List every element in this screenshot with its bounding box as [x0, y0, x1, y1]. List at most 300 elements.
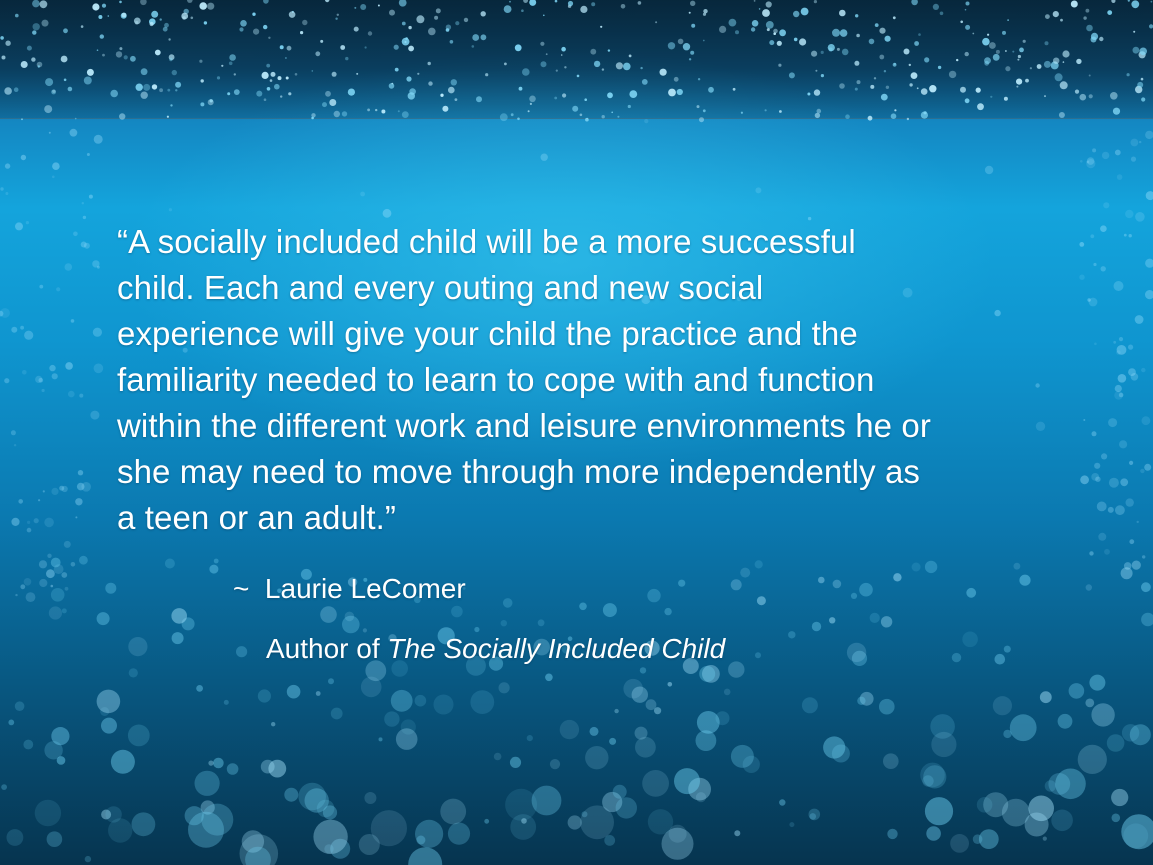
sparkle-dot: [1093, 263, 1096, 266]
sparkle-dot: [1099, 37, 1103, 41]
sparkle-dot: [1139, 141, 1141, 143]
sparkle-dot: [428, 28, 436, 36]
sparkle-dot: [61, 572, 67, 578]
sparkle-dot: [97, 266, 100, 269]
sparkle-dot: [49, 365, 55, 371]
sparkle-dot: [731, 579, 742, 590]
sparkle-dot: [1086, 584, 1092, 590]
sparkle-dot: [857, 80, 861, 84]
sparkle-dot: [893, 16, 896, 19]
sparkle-dot: [313, 820, 347, 854]
sparkle-dot: [1104, 549, 1110, 555]
sparkle-dot: [102, 4, 106, 8]
sparkle-dot: [501, 620, 507, 626]
sparkle-dot: [434, 16, 438, 20]
sparkle-dot: [83, 216, 86, 219]
sparkle-dot: [1111, 0, 1115, 3]
sparkle-dot: [172, 632, 184, 644]
sparkle-dot: [169, 58, 172, 61]
sparkle-dot: [1004, 646, 1011, 653]
sparkle-dot: [295, 73, 298, 76]
sparkle-dot: [446, 25, 451, 30]
sparkle-dot: [1129, 539, 1134, 544]
sparkle-dot: [689, 12, 691, 14]
sparkle-dot: [543, 15, 545, 17]
sparkle-dot: [191, 17, 194, 20]
sparkle-dot: [367, 109, 370, 112]
sparkle-dot: [1019, 48, 1024, 53]
sparkle-dot: [584, 98, 587, 101]
sparkle-dot: [515, 44, 522, 51]
sparkle-dot: [1119, 337, 1123, 341]
sparkle-dot: [15, 701, 25, 711]
sparkle-dot: [94, 135, 103, 144]
sparkle-dot: [472, 45, 475, 48]
sparkle-dot: [164, 23, 169, 28]
sparkle-dot: [312, 70, 314, 72]
sparkle-dot: [840, 29, 848, 37]
sparkle-dot: [217, 76, 220, 79]
sparkle-dot: [1003, 730, 1011, 738]
sparkle-dot: [52, 373, 58, 379]
sparkle-dot: [1097, 502, 1107, 512]
sparkle-dot: [1083, 419, 1085, 421]
sparkle-dot: [1145, 259, 1153, 268]
sparkle-dot: [316, 691, 321, 696]
sparkle-dot: [499, 682, 510, 693]
sparkle-dot: [481, 34, 487, 40]
sparkle-dot: [965, 9, 967, 11]
sparkle-dot: [1045, 41, 1049, 45]
sparkle-dot: [884, 70, 886, 72]
sparkle-dot: [39, 579, 47, 587]
sparkle-dot: [993, 696, 1012, 715]
sparkle-dot: [628, 105, 631, 108]
sparkle-dot: [167, 89, 170, 92]
sparkle-dot: [172, 70, 177, 75]
sparkle-dot: [1080, 94, 1087, 101]
sparkle-dot: [93, 328, 102, 337]
sparkle-dot: [818, 577, 825, 584]
sparkle-dot: [384, 711, 399, 726]
sparkle-dot: [71, 319, 75, 323]
sparkle-dot: [101, 718, 117, 734]
sparkle-dot: [845, 114, 850, 119]
sparkle-dot: [266, 64, 270, 68]
sparkle-dot: [1069, 683, 1085, 699]
sparkle-dot: [1004, 97, 1008, 101]
sparkle-dot: [151, 11, 158, 18]
sparkle-dot: [855, 88, 858, 91]
sparkle-dot: [996, 50, 1000, 54]
sparkle-dot: [603, 603, 617, 617]
sparkle-dot: [167, 116, 169, 118]
sparkle-dot: [976, 88, 981, 93]
sparkle-dot: [911, 72, 918, 79]
sparkle-dot: [724, 689, 731, 696]
sparkle-dot: [751, 27, 755, 31]
sparkle-dot: [389, 10, 395, 16]
sparkle-dot: [1119, 440, 1127, 448]
sparkle-dot: [300, 31, 303, 34]
sparkle-dot: [814, 89, 820, 95]
sparkle-dot: [728, 661, 744, 677]
sparkle-dot: [752, 20, 759, 27]
sparkle-dot: [187, 0, 193, 3]
sparkle-dot: [1129, 461, 1133, 465]
sparkle-dot: [504, 5, 512, 13]
sparkle-dot: [470, 690, 494, 714]
sparkle-dot: [263, 0, 269, 4]
sparkle-dot: [733, 88, 736, 91]
sparkle-dot: [1025, 813, 1049, 837]
sparkle-dot: [773, 29, 778, 34]
sparkle-dot: [165, 559, 175, 569]
sparkle-dot: [754, 0, 756, 2]
sparkle-dot: [1121, 567, 1133, 579]
sparkle-dot: [65, 362, 73, 370]
sparkle-dot: [134, 18, 141, 25]
sparkle-dot: [63, 28, 68, 33]
sparkle-dot: [815, 70, 817, 72]
sparkle-dot: [925, 561, 937, 573]
sparkle-dot: [965, 52, 969, 56]
sparkle-dot: [8, 720, 14, 726]
sparkle-dot: [629, 55, 632, 58]
sparkle-dot: [962, 632, 978, 648]
sparkle-dot: [263, 25, 267, 29]
sparkle-dot: [1086, 159, 1095, 168]
sparkle-dot: [616, 62, 623, 69]
sparkle-dot: [674, 77, 679, 82]
sparkle-dot: [891, 113, 897, 119]
sparkle-dot: [564, 66, 566, 68]
sparkle-dot: [329, 99, 336, 106]
sparkle-dot: [1139, 48, 1147, 56]
sparkle-dot: [51, 585, 54, 588]
sparkle-dot: [124, 55, 128, 59]
sparkle-dot: [869, 39, 875, 45]
sparkle-dot: [360, 192, 365, 197]
sparkle-dot: [234, 73, 236, 75]
sparkle-dot: [0, 308, 10, 318]
sparkle-dot: [396, 728, 418, 750]
sparkle-dot: [703, 9, 707, 13]
sparkle-dot: [1092, 431, 1097, 436]
sparkle-dot: [73, 232, 78, 237]
sparkle-dot: [811, 51, 817, 57]
sparkle-dot: [1101, 266, 1106, 271]
sparkle-dot: [987, 34, 989, 36]
sparkle-dot: [140, 0, 147, 5]
sparkle-dot: [532, 786, 562, 816]
sparkle-dot: [1124, 234, 1127, 237]
sparkle-dot: [977, 797, 993, 813]
sparkle-dot: [375, 109, 377, 111]
sparkle-dot: [1079, 275, 1084, 280]
sparkle-dot: [408, 92, 415, 99]
sparkle-dot: [311, 117, 314, 120]
sparkle-dot: [870, 85, 874, 89]
sparkle-dot: [105, 583, 116, 594]
sparkle-dot: [517, 118, 520, 121]
sparkle-dot: [883, 753, 899, 769]
sparkle-dot: [408, 847, 442, 865]
sparkle-dot: [789, 72, 795, 78]
sparkle-dot: [451, 606, 463, 618]
sparkle-dot: [608, 49, 610, 51]
sparkle-dot: [1115, 150, 1121, 156]
sparkle-dot: [199, 60, 202, 63]
sparkle-dot: [1037, 64, 1042, 69]
sparkle-dot: [799, 38, 806, 45]
sparkle-dot: [182, 16, 186, 20]
sparkle-dot: [267, 87, 271, 91]
sparkle-dot: [821, 51, 824, 54]
sparkle-dot: [33, 23, 40, 30]
sparkle-dot: [1117, 174, 1123, 180]
sparkle-dot: [408, 46, 414, 52]
sparkle-dot: [287, 46, 292, 51]
author-prefix: Author of: [266, 633, 380, 664]
sparkle-dot: [716, 711, 730, 725]
sparkle-dot: [1100, 225, 1107, 232]
sparkle-dot: [394, 45, 399, 50]
sparkle-dot: [264, 98, 267, 101]
sparkle-dot: [11, 430, 16, 435]
sparkle-dot: [807, 93, 810, 96]
sparkle-dot: [689, 58, 691, 60]
sparkle-dot: [240, 20, 247, 27]
sparkle-dot: [767, 28, 770, 31]
sparkle-dot: [755, 560, 763, 568]
sparkle-dot: [731, 745, 754, 768]
sparkle-dot: [79, 394, 83, 398]
sparkle-dot: [0, 36, 4, 40]
sparkle-dot: [64, 79, 67, 82]
sparkle-dot: [258, 689, 271, 702]
sparkle-dot: [854, 61, 859, 66]
sparkle-dot: [1151, 1, 1153, 3]
sparkle-dot: [141, 68, 148, 75]
sparkle-dot: [1126, 498, 1134, 506]
sparkle-dot: [111, 750, 135, 774]
sparkle-dot: [995, 654, 1006, 665]
sparkle-dot: [1114, 391, 1123, 400]
sparkle-dot: [342, 111, 347, 116]
sparkle-dot: [152, 84, 157, 89]
sparkle-dot: [77, 483, 85, 491]
sparkle-dot: [119, 47, 122, 50]
sparkle-dot: [1131, 373, 1139, 381]
sparkle-dot: [1090, 234, 1094, 238]
sparkle-dot: [817, 109, 822, 114]
sparkle-dot: [1098, 533, 1106, 541]
sparkle-dot: [68, 391, 75, 398]
sparkle-dot: [1145, 290, 1153, 299]
sparkle-dot: [464, 18, 468, 22]
sparkle-dot: [847, 643, 866, 662]
sparkle-dot: [35, 376, 42, 383]
sparkle-dot: [561, 47, 566, 52]
sparkle-dot: [1144, 464, 1151, 471]
sparkle-dot: [950, 834, 969, 853]
sparkle-dot: [81, 25, 84, 28]
sparkle-dot: [15, 594, 17, 596]
sparkle-dot: [90, 411, 99, 420]
sparkle-dot: [933, 4, 939, 10]
sparkle-dot: [1142, 416, 1151, 425]
sparkle-dot: [26, 592, 36, 602]
sparkle-dot: [455, 98, 458, 101]
sparkle-dot: [389, 83, 395, 89]
sparkle-dot: [284, 788, 298, 802]
sparkle-dot: [801, 8, 809, 16]
sparkle-dot: [984, 61, 989, 66]
sparkle-dot: [335, 18, 337, 20]
sparkle-dot: [966, 588, 976, 598]
sparkle-dot: [1051, 810, 1073, 832]
sparkle-dot: [870, 613, 880, 623]
sparkle-dot: [842, 49, 849, 56]
sparkle-dot: [952, 653, 961, 662]
sparkle-dot: [32, 30, 36, 34]
sparkle-dot: [638, 1, 642, 5]
sparkle-dot: [1101, 453, 1107, 459]
sparkle-dot: [395, 68, 399, 72]
sparkle-dot: [1102, 152, 1109, 159]
sparkle-dot: [252, 13, 255, 16]
sparkle-dot: [417, 73, 419, 75]
sparkle-dot: [11, 518, 19, 526]
sparkle-dot: [762, 9, 770, 17]
sparkle-dot: [24, 578, 32, 586]
sparkle-dot: [757, 596, 766, 605]
sparkle-dot: [169, 208, 172, 211]
sparkle-dot: [1060, 19, 1063, 22]
sparkle-dot: [642, 770, 669, 797]
sparkle-dot: [1075, 90, 1079, 94]
tilde-mark: ~: [233, 573, 250, 604]
sparkle-dot: [1108, 507, 1114, 513]
sparkle-dot: [1019, 575, 1030, 586]
sparkle-dot: [1118, 374, 1127, 383]
sparkle-dot: [485, 73, 488, 76]
sparkle-dot: [52, 162, 60, 170]
sparkle-dot: [201, 804, 233, 836]
sparkle-dot: [668, 89, 676, 97]
sparkle-dot: [755, 187, 761, 193]
sparkle-dot: [5, 163, 10, 168]
sparkle-dot: [703, 40, 705, 42]
sparkle-dot: [381, 110, 385, 114]
sparkle-dot: [1055, 73, 1063, 81]
sparkle-dot: [1023, 40, 1026, 43]
sparkle-dot: [20, 584, 25, 589]
sparkle-dot: [568, 1, 573, 6]
sparkle-dot: [623, 679, 643, 699]
sparkle-dot: [521, 818, 527, 824]
sparkle-dot: [642, 79, 648, 85]
sparkle-dot: [451, 79, 457, 85]
sparkle-dot: [1115, 505, 1125, 515]
sparkle-dot: [1062, 50, 1069, 57]
sparkle-dot: [607, 92, 613, 98]
sparkle-dot: [741, 112, 743, 114]
sparkle-dot: [538, 619, 545, 626]
sparkle-dot: [415, 695, 427, 707]
sparkle-dot: [108, 15, 110, 17]
sparkle-dot: [34, 518, 39, 523]
sparkle-dot: [195, 771, 220, 796]
sparkle-dot: [354, 7, 356, 9]
sparkle-dot: [21, 61, 28, 68]
sparkle-dot: [1053, 58, 1059, 64]
sparkle-dot: [44, 105, 52, 113]
sparkle-dot: [1109, 478, 1119, 488]
author-credit-line: [266, 631, 725, 667]
sparkle-dot: [204, 21, 207, 24]
sparkle-dot: [22, 370, 27, 375]
sparkle-dot: [519, 87, 523, 91]
sparkle-dot: [234, 89, 240, 95]
sparkle-dot: [617, 116, 619, 118]
sparkle-dot: [921, 88, 928, 95]
sparkle-dot: [829, 617, 835, 623]
sparkle-dot: [956, 59, 958, 61]
sparkle-dot: [1131, 0, 1139, 8]
sparkle-dot: [509, 1, 511, 3]
sparkle-dot: [708, 87, 714, 93]
sparkle-dot: [94, 364, 104, 374]
sparkle-dot: [280, 95, 282, 97]
sparkle-dot: [556, 70, 558, 72]
sparkle-dot: [609, 738, 616, 745]
sparkle-dot: [1045, 14, 1050, 19]
sparkle-dot: [1113, 341, 1116, 344]
sparkle-dot: [855, 14, 858, 17]
sparkle-dot: [14, 444, 16, 446]
sparkle-dot: [555, 0, 558, 2]
sparkle-dot: [691, 24, 695, 28]
sparkle-dot: [1017, 59, 1019, 61]
sparkle-dot: [43, 490, 45, 492]
sparkle-dot: [789, 822, 794, 827]
sparkle-dot: [580, 805, 614, 839]
sparkle-dot: [280, 45, 284, 49]
sparkle-dot: [881, 616, 892, 627]
sparkle-dot: [4, 378, 9, 383]
sparkle-dot: [209, 565, 218, 574]
sparkle-dot: [416, 15, 424, 23]
sparkle-dot: [590, 727, 599, 736]
sparkle-dot: [972, 33, 974, 35]
sparkle-dot: [334, 111, 340, 117]
sparkle-dot: [839, 10, 846, 17]
sparkle-dot: [196, 685, 203, 692]
sparkle-dot: [268, 37, 270, 39]
sparkle-dot: [930, 714, 955, 739]
sparkle-dot: [1076, 59, 1081, 64]
sparkle-dot: [75, 516, 77, 518]
sparkle-dot: [949, 71, 956, 78]
sparkle-dot: [1080, 475, 1089, 484]
sparkle-dot: [765, 109, 767, 111]
sparkle-dot: [44, 741, 62, 759]
sparkle-dot: [683, 43, 690, 50]
sparkle-dot: [391, 690, 413, 712]
sparkle-dot: [660, 69, 667, 76]
